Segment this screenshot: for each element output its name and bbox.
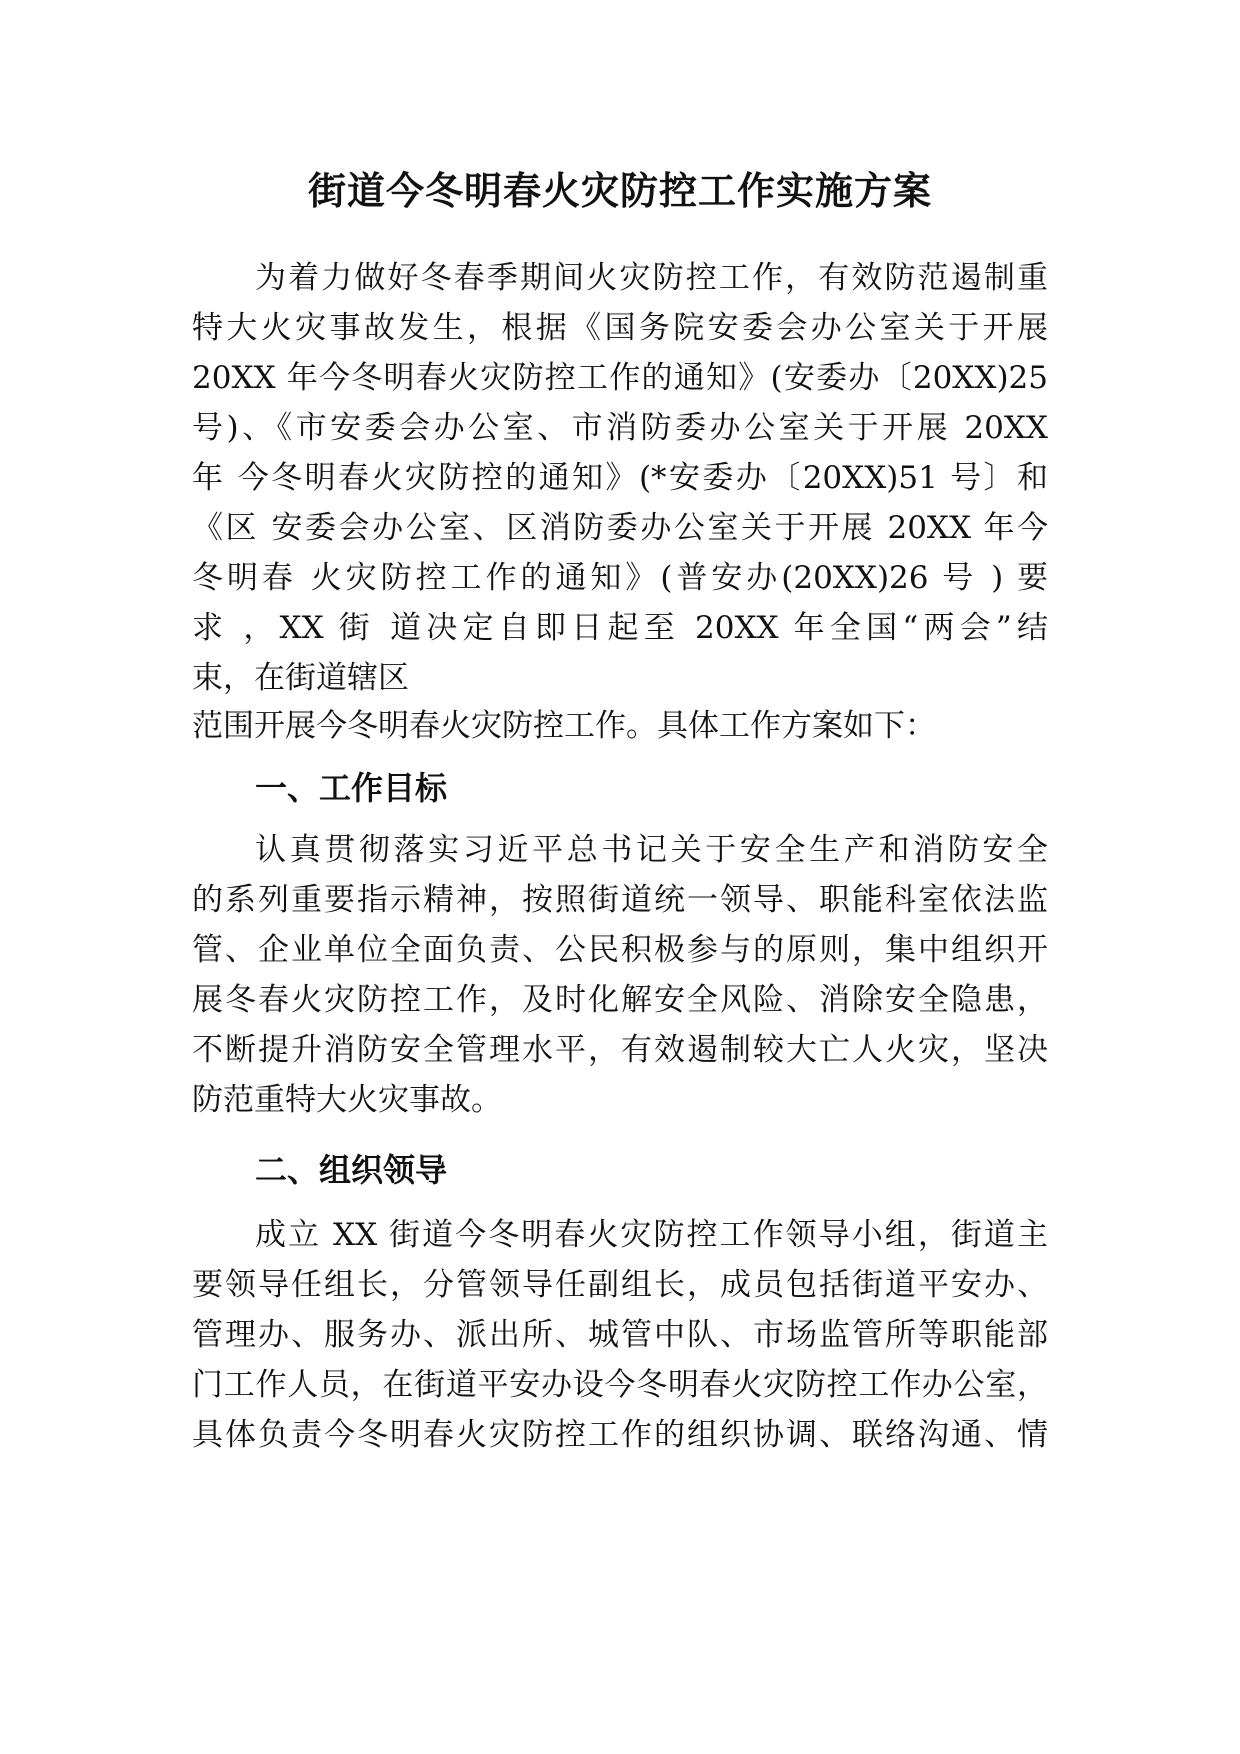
section2-line: 成立 XX 街道今冬明春火灾防控工作领导小组，街道主: [255, 1217, 1048, 1253]
section2-line: 要领导任组长，分管领导任副组长，成员包括街道平安办、: [192, 1267, 1048, 1303]
intro-line: 特大火灾事故发生，根据《国务院安委会办公室关于开展: [192, 310, 1048, 346]
section-heading-goals: 一、工作目标: [255, 769, 448, 807]
section2-line: 具体负责今冬明春火灾防控工作的组织协调、联络沟通、情: [192, 1417, 1048, 1453]
intro-line: 号)、《市安委会办公室、市消防委办公室关于开展 20XX: [192, 410, 1048, 446]
intro-line: 20XX 年今冬明春火灾防控工作的通知》(安委办〔20XX)25: [192, 360, 1048, 396]
intro-line: 冬明春 火灾防控工作的通知》(普安办(20XX)26 号 ) 要: [192, 560, 1048, 596]
intro-line: 为着力做好冬春季期间火灾防控工作，有效防范遏制重: [255, 260, 1048, 296]
intro-line: 求 ，XX 街 道决定自即日起至 20XX 年全国“两会”结: [192, 610, 1048, 646]
section-heading-organization: 二、组织领导: [255, 1151, 448, 1189]
intro-line: 范围开展今冬明春火灾防控工作。具体工作方案如下：: [192, 708, 936, 744]
section1-line: 的系列重要指示精神，按照街道统一领导、职能科室依法监: [192, 882, 1048, 918]
section2-line: 门工作人员，在街道平安办设今冬明春火灾防控工作办公室，: [192, 1367, 1048, 1403]
intro-line: 《区 安委会办公室、区消防委办公室关于开展 20XX 年今: [192, 510, 1048, 546]
section1-line: 管、企业单位全面负责、公民积极参与的原则，集中组织开: [192, 932, 1048, 968]
section1-line: 展冬春火灾防控工作，及时化解安全风险、消除安全隐患，: [192, 982, 1048, 1018]
section1-line: 不断提升消防安全管理水平，有效遏制较大亡人火灾，坚决: [192, 1032, 1048, 1068]
section1-line: 防范重特大火灾事故。: [192, 1082, 502, 1118]
section1-line: 认真贯彻落实习近平总书记关于安全生产和消防安全: [255, 832, 1048, 868]
document-title: 街道今冬明春火灾防控工作实施方案: [307, 169, 932, 213]
section2-line: 管理办、服务办、派出所、城管中队、市场监管所等职能部: [192, 1317, 1048, 1353]
intro-line: 年 今冬明春火灾防控的通知》(*安委办〔20XX)51 号〕和: [192, 460, 1048, 496]
intro-line: 束，在街道辖区: [192, 660, 409, 696]
